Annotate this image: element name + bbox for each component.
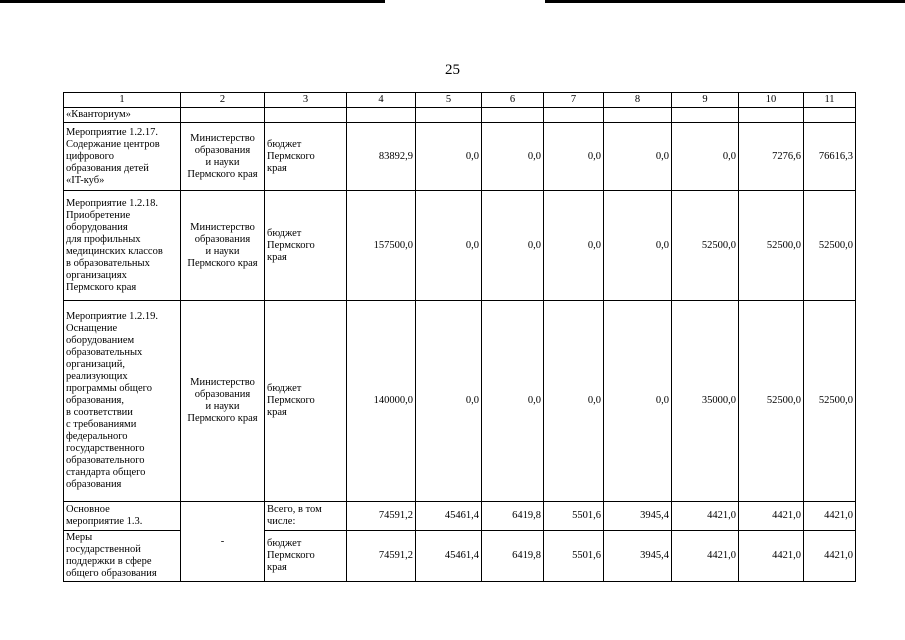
funding-source-cell: бюджет Пермского края: [265, 531, 347, 582]
value-cell: 76616,3: [804, 123, 856, 191]
table-row: [64, 191, 856, 301]
value-cell: 4421,0: [804, 502, 856, 531]
event-name-cell: Мероприятие 1.2.17. Содержание центров цифрового образования детей «IT-куб»: [64, 123, 181, 191]
empty-cell: [672, 108, 739, 123]
value-cell: 140000,0: [347, 301, 416, 502]
empty-cell: [804, 108, 856, 123]
funding-source-cell: Всего, в том числе:: [265, 502, 347, 531]
value-cell: 52500,0: [672, 191, 739, 301]
executor-cell: Министерство образования и науки Пермского края: [181, 123, 265, 191]
empty-cell: [739, 108, 804, 123]
page-number: 25: [445, 62, 460, 78]
header-cell: 4: [347, 93, 416, 108]
empty-cell: [265, 108, 347, 123]
budget-table: [63, 92, 856, 582]
value-cell: 0,0: [672, 123, 739, 191]
table-row: [64, 301, 856, 502]
empty-cell: [482, 108, 544, 123]
main-event-row: [64, 502, 856, 531]
header-cell: 3: [265, 93, 347, 108]
value-cell: 45461,4: [416, 502, 482, 531]
main-event-name-cell: Основное мероприятие 1.3.: [64, 502, 181, 531]
value-cell: 52500,0: [739, 301, 804, 502]
page-top-border-gap: [385, 0, 545, 3]
value-cell: 4421,0: [739, 502, 804, 531]
executor-cell: Министерство образования и науки Пермского края: [181, 301, 265, 502]
value-cell: 0,0: [416, 301, 482, 502]
value-cell: 4421,0: [672, 502, 739, 531]
event-name-cell: Мероприятие 1.2.19. Оснащение оборудованием образовательных организаций, реализующих программы общего образования, в соответствии с требованиями федерального государственного образовательного стандарта общего образования: [64, 301, 181, 502]
section-title-cell: «Кванториум»: [64, 108, 181, 123]
value-cell: 35000,0: [672, 301, 739, 502]
header-cell: 9: [672, 93, 739, 108]
value-cell: 74591,2: [347, 502, 416, 531]
funding-source-cell: бюджет Пермского края: [265, 191, 347, 301]
value-cell: 0,0: [544, 301, 604, 502]
value-cell: 52500,0: [739, 191, 804, 301]
value-cell: 0,0: [544, 191, 604, 301]
main-event-name-cell: Меры государственной поддержки в сфере общего образования: [64, 531, 181, 582]
value-cell: 4421,0: [672, 531, 739, 582]
header-cell: 1: [64, 93, 181, 108]
value-cell: 5501,6: [544, 531, 604, 582]
funding-source-cell: бюджет Пермского края: [265, 301, 347, 502]
header-cell: 11: [804, 93, 856, 108]
empty-cell: [544, 108, 604, 123]
value-cell: 52500,0: [804, 301, 856, 502]
value-cell: 4421,0: [804, 531, 856, 582]
value-cell: 0,0: [604, 123, 672, 191]
value-cell: 5501,6: [544, 502, 604, 531]
value-cell: 3945,4: [604, 502, 672, 531]
value-cell: 0,0: [416, 123, 482, 191]
header-row: [64, 93, 856, 108]
value-cell: 0,0: [604, 301, 672, 502]
header-cell: 8: [604, 93, 672, 108]
value-cell: 6419,8: [482, 531, 544, 582]
value-cell: 0,0: [482, 191, 544, 301]
header-cell: 5: [416, 93, 482, 108]
value-cell: 7276,6: [739, 123, 804, 191]
value-cell: 0,0: [482, 301, 544, 502]
header-cell: 6: [482, 93, 544, 108]
section-row: [64, 108, 856, 123]
value-cell: 157500,0: [347, 191, 416, 301]
empty-cell: [416, 108, 482, 123]
value-cell: 0,0: [416, 191, 482, 301]
value-cell: 74591,2: [347, 531, 416, 582]
empty-cell: [604, 108, 672, 123]
empty-cell: [347, 108, 416, 123]
funding-source-cell: бюджет Пермского края: [265, 123, 347, 191]
header-cell: 10: [739, 93, 804, 108]
header-cell: 7: [544, 93, 604, 108]
value-cell: 45461,4: [416, 531, 482, 582]
value-cell: 6419,8: [482, 502, 544, 531]
value-cell: 3945,4: [604, 531, 672, 582]
table-row: [64, 123, 856, 191]
main-event-executor-cell: -: [181, 502, 265, 582]
value-cell: 4421,0: [739, 531, 804, 582]
value-cell: 0,0: [482, 123, 544, 191]
header-cell: 2: [181, 93, 265, 108]
value-cell: 0,0: [544, 123, 604, 191]
event-name-cell: Мероприятие 1.2.18. Приобретение оборудования для профильных медицинских классов в образовательных организациях Пермского края: [64, 191, 181, 301]
value-cell: 0,0: [604, 191, 672, 301]
value-cell: 52500,0: [804, 191, 856, 301]
empty-cell: [181, 108, 265, 123]
executor-cell: Министерство образования и науки Пермского края: [181, 191, 265, 301]
value-cell: 83892,9: [347, 123, 416, 191]
